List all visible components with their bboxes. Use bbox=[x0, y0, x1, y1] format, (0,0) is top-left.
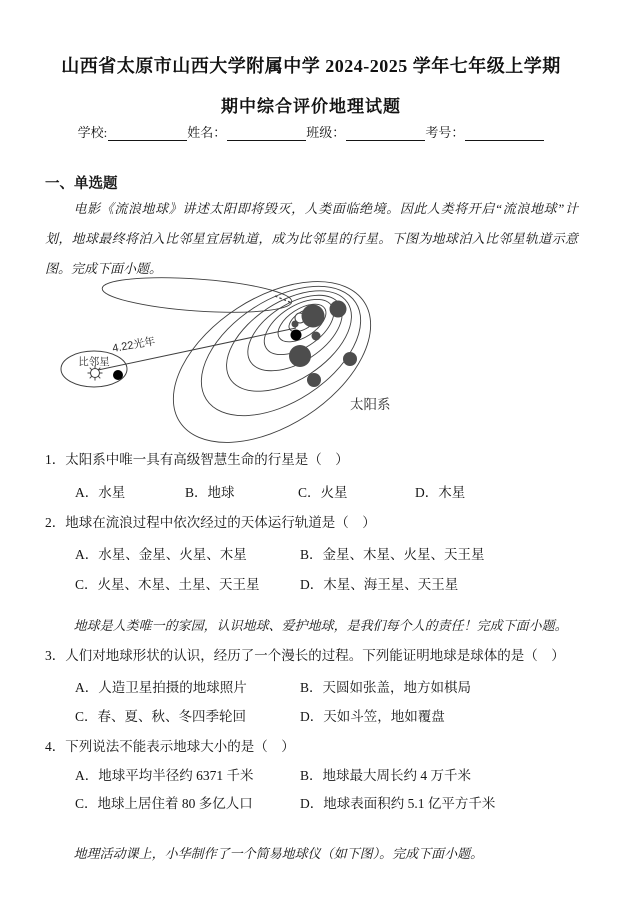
name-blank[interactable] bbox=[227, 126, 306, 141]
question-3-stem: 3．人们对地球形状的认识，经历了一个漫长的过程。下列能证明地球是球体的是（ ） bbox=[45, 648, 565, 663]
class-blank[interactable] bbox=[346, 126, 425, 141]
sun bbox=[302, 305, 325, 328]
exam-no-blank[interactable] bbox=[465, 126, 544, 141]
option-2D: D．木星、海王星、天王星 bbox=[300, 577, 459, 592]
saturn-dot bbox=[289, 345, 311, 367]
mercury-dot bbox=[292, 321, 299, 328]
proxima-label: 比邻星 bbox=[78, 356, 110, 368]
question-2-number: 2． bbox=[45, 515, 66, 530]
question-2-options-row1 bbox=[75, 543, 585, 563]
question-2-options-row2 bbox=[75, 573, 585, 593]
class-field bbox=[306, 122, 425, 141]
earth-at-proxima-dot bbox=[113, 370, 123, 380]
option-2A: A．水星、金星、火星、木星 bbox=[75, 547, 247, 562]
option-1B: B．地球 bbox=[185, 485, 235, 500]
page-title-line1: 山西省太原市山西大学附属中学 2024-2025 学年七年级上学期 bbox=[61, 56, 561, 76]
option-1A: A．水星 bbox=[75, 485, 126, 500]
option-4C: C．地球上居住着 80 多亿人口 bbox=[75, 796, 253, 811]
option-3D: D．天如斗笠，地如覆盘 bbox=[300, 709, 445, 724]
solar-system-diagram bbox=[53, 266, 477, 446]
question-1-options bbox=[75, 481, 585, 501]
section-heading-single-choice: 一、单选题 bbox=[45, 176, 118, 192]
passage-wandering-earth: 电影《流浪地球》讲述太阳即将毁灭，人类面临绝境。因此人类将开启“流浪地球”计划，地球最终将泊入比邻星宜居轨道，成为比邻星的行星。下图为地球泊入比邻星轨道示意图。完成下面小题。 bbox=[45, 201, 578, 276]
option-3A: A．人造卫星拍摄的地球照片 bbox=[75, 680, 247, 695]
question-1-stem: 1．太阳系中唯一具有高级智慧生命的行星是（ ） bbox=[45, 452, 349, 467]
question-2-stem: 2．地球在流浪过程中依次经过的天体运行轨道是（ ） bbox=[45, 515, 376, 530]
page-title-line2: 期中综合评价地理试题 bbox=[221, 97, 401, 116]
option-3B: B．天圆如张盖，地方如棋局 bbox=[300, 680, 472, 695]
uranus-dot bbox=[343, 352, 357, 366]
name-label: 姓名： bbox=[187, 125, 227, 140]
neptune-dot bbox=[307, 373, 321, 387]
option-2C: C．火星、木星、土星、天王星 bbox=[75, 577, 260, 592]
passage-globe-activity: 地理活动课上，小华制作了一个简易地球仪（如下图）。完成下面小题。 bbox=[73, 846, 484, 861]
option-4D: D．地球表面积约 5.1 亿平方千米 bbox=[300, 796, 496, 811]
question-3-number: 3． bbox=[45, 648, 66, 663]
solar-orbits bbox=[145, 266, 399, 446]
exam-no-label: 考号： bbox=[425, 125, 465, 140]
school-blank[interactable] bbox=[108, 126, 187, 141]
question-3-options-row2 bbox=[75, 705, 585, 725]
mars-dot bbox=[312, 332, 321, 341]
question-4-options-row2 bbox=[75, 792, 585, 812]
name-field bbox=[187, 122, 306, 141]
question-1-number: 1． bbox=[45, 452, 66, 467]
solar-system-diagram-svg bbox=[53, 266, 477, 446]
solar-system-label: 太阳系 bbox=[350, 397, 391, 412]
school-label: 学校: bbox=[77, 125, 108, 140]
option-1D: D．木星 bbox=[415, 485, 466, 500]
question-3-options-row1 bbox=[75, 676, 585, 696]
jupiter-dot bbox=[330, 301, 347, 318]
student-info-line bbox=[0, 122, 622, 141]
question-4-number: 4． bbox=[45, 739, 66, 754]
exam-no-field bbox=[425, 122, 544, 141]
option-2B: B．金星、木星、火星、天王星 bbox=[300, 547, 485, 562]
school-field bbox=[78, 122, 188, 141]
class-label: 班级： bbox=[306, 125, 346, 140]
distance-label: 4.22光年 bbox=[111, 335, 157, 355]
option-4B: B．地球最大周长约 4 万千米 bbox=[300, 768, 472, 783]
passage-earth-home: 地球是人类唯一的家园，认识地球、爱护地球，是我们每个人的责任！完成下面小题。 bbox=[73, 618, 568, 633]
option-1C: C．火星 bbox=[298, 485, 348, 500]
earth-dot bbox=[291, 330, 302, 341]
question-4-options-row1 bbox=[75, 764, 585, 784]
option-4A: A．地球平均半径约 6371 千米 bbox=[75, 768, 254, 783]
option-3C: C．春、夏、秋、冬四季轮回 bbox=[75, 709, 247, 724]
question-4-stem: 4．下列说法不能表示地球大小的是（ ） bbox=[45, 739, 295, 754]
